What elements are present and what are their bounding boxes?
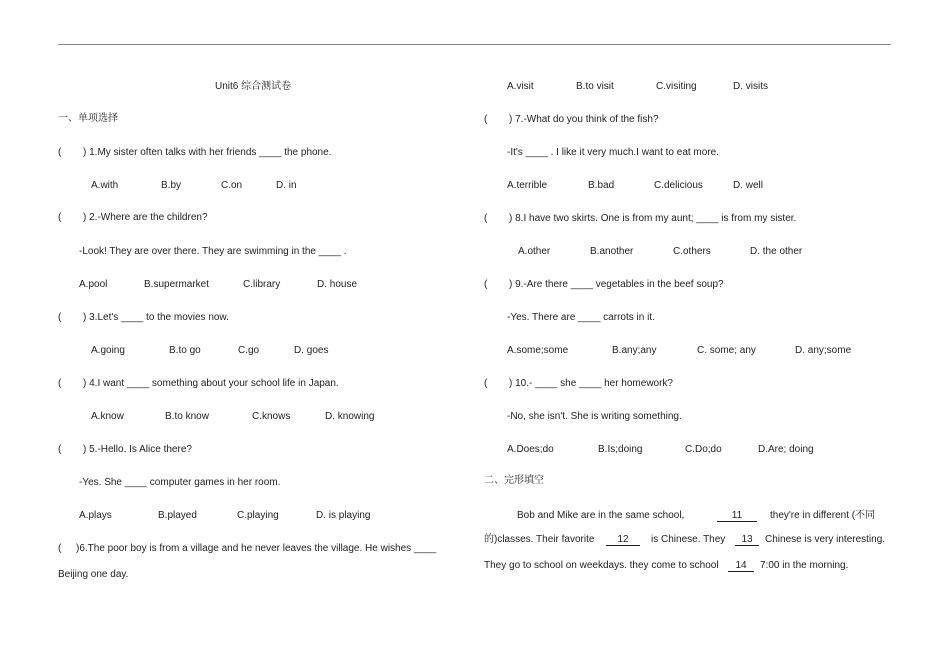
q6-option-a: A.visit xyxy=(507,81,534,92)
q1-option-c: C.on xyxy=(221,180,243,191)
page-title: Unit6 综合测试卷 xyxy=(215,81,292,92)
q3-option-a: A.going xyxy=(91,345,125,356)
q8-option-a: A.other xyxy=(518,246,551,257)
q7-stem: ) 7.-What do you think of the fish? xyxy=(509,114,659,125)
q1-option-d: D. in xyxy=(276,180,297,191)
q4-option-c: C.knows xyxy=(252,411,291,422)
cloze-blank-14[interactable] xyxy=(728,560,754,572)
cloze-line3-a: They go to school on weekdays. they come to school xyxy=(484,560,719,571)
q6-option-b: B.to visit xyxy=(576,81,614,92)
q1-answer-bracket[interactable]: ( xyxy=(58,147,62,158)
q9-option-b: B.any;any xyxy=(612,345,657,356)
q4-stem: ) 4.I want ____ something about your school life in Japan. xyxy=(83,378,339,389)
q1-option-b: B.by xyxy=(161,180,182,191)
cloze-blank-12[interactable] xyxy=(606,534,640,546)
q2-option-d: D. house xyxy=(317,279,358,290)
q2-option-c: C.library xyxy=(243,279,281,290)
q3-option-d: D. goes xyxy=(294,345,329,356)
q6-answer-bracket[interactable]: ( xyxy=(58,543,62,554)
q2-answer-bracket[interactable]: ( xyxy=(58,212,62,223)
q5-option-a: A.plays xyxy=(79,510,112,521)
q8-option-c: C.others xyxy=(673,246,711,257)
q7-option-c: C.delicious xyxy=(654,180,703,191)
cloze-line1-b: they're in different (不同 xyxy=(770,510,876,521)
q6-option-d: D. visits xyxy=(733,81,768,92)
q9-option-d: D. any;some xyxy=(795,345,852,356)
q9-option-c: C. some; any xyxy=(697,345,756,356)
q8-option-b: B.another xyxy=(590,246,634,257)
q10-option-c: C.Do;do xyxy=(685,444,722,455)
q4-option-d: D. knowing xyxy=(325,411,375,422)
q4-option-a: A.know xyxy=(91,411,124,422)
blank-number: 14 xyxy=(728,560,754,572)
cloze-line2-b: is Chinese. They xyxy=(651,534,726,545)
q2-stem: ) 2.-Where are the children? xyxy=(83,212,208,223)
q10-option-a: A.Does;do xyxy=(507,444,554,455)
cloze-line1-a: Bob and Mike are in the same school, xyxy=(517,510,685,521)
q2-option-a: A.pool xyxy=(79,279,108,290)
cloze-line2-c: Chinese is very interesting. xyxy=(765,534,886,545)
q3-option-b: B.to go xyxy=(169,345,201,356)
q6-line2: Beijing one day. xyxy=(58,569,129,580)
q7-option-d: D. well xyxy=(733,180,764,191)
header-rule xyxy=(58,44,891,45)
q10-line2: -No, she isn't. She is writing something. xyxy=(507,411,682,422)
q8-answer-bracket[interactable]: ( xyxy=(484,213,488,224)
section-heading-1: 一、单项选择 xyxy=(58,113,118,124)
q5-stem: ) 5.-Hello. Is Alice there? xyxy=(83,444,192,455)
q6-option-c: C.visiting xyxy=(656,81,697,92)
q10-option-b: B.Is;doing xyxy=(598,444,643,455)
q3-option-c: C.go xyxy=(238,345,260,356)
q6-stem: )6.The poor boy is from a village and he never leaves the village. He wishes ____ xyxy=(76,543,437,554)
q7-answer-bracket[interactable]: ( xyxy=(484,114,488,125)
blank-number: 11 xyxy=(717,510,757,522)
q8-option-d: D. the other xyxy=(750,246,803,257)
q7-option-b: B.bad xyxy=(588,180,615,191)
section-heading-2: 二、完形填空 xyxy=(484,475,544,486)
q1-option-a: A.with xyxy=(91,180,119,191)
blank-number: 13 xyxy=(735,534,759,546)
q5-option-d: D. is playing xyxy=(316,510,371,521)
q10-stem: ) 10.- ____ she ____ her homework? xyxy=(509,378,673,389)
q5-option-c: C.playing xyxy=(237,510,279,521)
q8-stem: ) 8.I have two skirts. One is from my aunt; ____ is from my sister. xyxy=(509,213,797,224)
q9-option-a: A.some;some xyxy=(507,345,569,356)
q9-stem: ) 9.-Are there ____ vegetables in the beef soup? xyxy=(509,279,724,290)
cloze-blank-11[interactable] xyxy=(717,510,757,522)
q10-answer-bracket[interactable]: ( xyxy=(484,378,488,389)
cloze-blank-13[interactable] xyxy=(735,534,759,546)
q9-line2: -Yes. There are ____ carrots in it. xyxy=(507,312,655,323)
q10-option-d: D.Are; doing xyxy=(758,444,814,455)
q7-line2: -It's ____ . I like it very much.I want to eat more. xyxy=(507,147,719,158)
q4-option-b: B.to know xyxy=(165,411,209,422)
cloze-line3-b: 7:00 in the morning. xyxy=(760,560,849,571)
q7-option-a: A.terrible xyxy=(507,180,548,191)
cloze-line2-a: 的)classes. Their favorite xyxy=(484,534,595,545)
blank-number: 12 xyxy=(606,534,640,546)
q2-option-b: B.supermarket xyxy=(144,279,210,290)
q1-stem: ) 1.My sister often talks with her friends ____ the phone. xyxy=(83,147,332,158)
q5-answer-bracket[interactable]: ( xyxy=(58,444,62,455)
q5-line2: -Yes. She ____ computer games in her room. xyxy=(79,477,281,488)
q2-line2: -Look! They are over there. They are swimming in the ____ . xyxy=(79,246,347,257)
q3-answer-bracket[interactable]: ( xyxy=(58,312,62,323)
q4-answer-bracket[interactable]: ( xyxy=(58,378,62,389)
q3-stem: ) 3.Let's ____ to the movies now. xyxy=(83,312,229,323)
q9-answer-bracket[interactable]: ( xyxy=(484,279,488,290)
q5-option-b: B.played xyxy=(158,510,197,521)
